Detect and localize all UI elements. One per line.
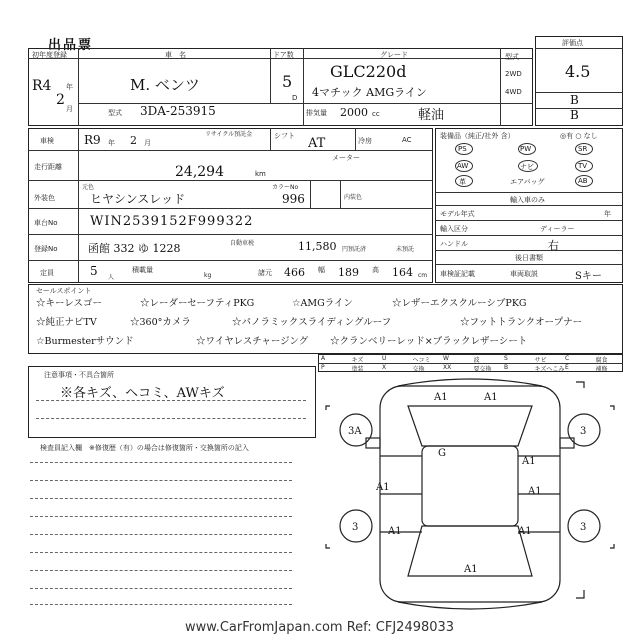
tax-value: 11,580 xyxy=(298,240,337,253)
import-value: ディーラー xyxy=(540,225,575,233)
equip-leather: 革 xyxy=(459,178,466,186)
model-code-value: 3DA-253915 xyxy=(140,104,216,118)
sales-point-8: ☆フットトランクオープナー xyxy=(460,317,583,328)
reg-value: 函館 332 ゆ 1228 xyxy=(88,242,181,255)
equipment-header: 装備品（純正/社外 含） xyxy=(440,132,515,140)
doors-label: ドア数 xyxy=(273,51,294,59)
mark-left-door-a1: A1 xyxy=(376,482,390,493)
height-value: 164 xyxy=(392,266,413,279)
equip-tv: TV xyxy=(578,162,588,170)
sales-point-1: ☆キーレスゴー xyxy=(36,298,103,309)
sales-point-9: ☆Burmesterサウンド xyxy=(36,336,134,347)
rating-value: 4.5 xyxy=(565,62,591,81)
car-name-value: M. ベンツ xyxy=(130,76,200,94)
damage-key-cell: XX xyxy=(443,364,452,371)
damage-key-cell: B xyxy=(504,364,509,371)
equip-ps: PS xyxy=(458,145,467,153)
mark-wheel-rl: 3 xyxy=(352,522,359,533)
color-label: 外装色 xyxy=(34,194,55,202)
damage-key-cell: 補修 xyxy=(595,366,608,373)
mark-wheel-fr: 3 xyxy=(580,426,587,437)
damage-key-cell: X xyxy=(382,364,387,371)
rear-bumper xyxy=(398,602,542,609)
tax-note: 円預託済 xyxy=(342,246,367,253)
handle-label: ハンドル xyxy=(440,240,468,248)
shaken-month-unit: 月 xyxy=(144,139,151,147)
rating-label: 評価点 xyxy=(562,39,583,47)
dims-unit: cm xyxy=(418,272,428,279)
damage-key-cell: 波 xyxy=(473,357,480,364)
damage-key-cell: キズへこみ xyxy=(534,366,565,373)
damage-key-cell: C xyxy=(565,355,570,362)
model-code-label: 型式 xyxy=(108,109,122,117)
mark-front-a1-right: A1 xyxy=(484,392,498,403)
equip-pw: PW xyxy=(520,145,532,153)
mark-rear-right-a1: A1 xyxy=(518,526,532,537)
sales-point-3: ☆AMGライン xyxy=(292,298,353,309)
import-label: 輸入区分 xyxy=(440,225,468,233)
shift-label: シフト xyxy=(274,132,295,140)
damage-key-cell: P xyxy=(321,364,325,371)
doors-suffix: D xyxy=(292,94,298,102)
damage-key-cell: 腐食 xyxy=(595,357,608,364)
grade-line1: GLC220d xyxy=(330,62,407,81)
row-label-a: 車検証記載 xyxy=(440,270,475,278)
doors-value: 5 xyxy=(282,72,293,91)
equip-aw: AW xyxy=(457,162,469,170)
capacity-value: 5 xyxy=(90,264,98,278)
chassis-value: WIN2539152F999322 xyxy=(90,214,254,229)
handle-value: 右 xyxy=(548,239,559,252)
chassis-label: 車台No xyxy=(34,219,58,227)
capacity-label: 定員 xyxy=(40,269,54,277)
notes-label: 注意事項・不具合箇所 xyxy=(44,371,114,379)
hood xyxy=(408,406,532,446)
sales-point-10: ☆ワイヤレスチャージング xyxy=(196,336,309,347)
exterior-score: B xyxy=(570,108,579,122)
sales-point-4: ☆レザーエクスクルーシブPKG xyxy=(392,298,527,309)
grade-label: グレード xyxy=(380,51,408,59)
mileage-unit: km xyxy=(255,170,266,178)
mark-rear-a1: A1 xyxy=(464,564,478,575)
damage-key-cell: サビ xyxy=(534,357,547,364)
front-bumper xyxy=(398,379,542,386)
shaken-value: R9 xyxy=(84,133,101,147)
damage-key-cell: 塗装 xyxy=(351,366,364,373)
sales-point-11: ☆クランベリーレッド×ブラックレザーシート xyxy=(330,336,528,347)
ac-value: AC xyxy=(402,136,412,144)
height-label: 高 xyxy=(372,266,379,274)
interior-score: B xyxy=(570,93,579,107)
row-value: Sキー xyxy=(575,271,602,282)
tax-note2: 未預託 xyxy=(396,246,415,253)
mark-front-a1-left: A1 xyxy=(434,392,448,403)
first-registration-year-mark: 年 xyxy=(66,83,73,91)
roof xyxy=(422,446,518,526)
first-registration-label: 初年度登録 xyxy=(32,51,67,59)
first-registration-month-mark: 月 xyxy=(66,105,73,113)
model-year-suffix: 年 xyxy=(604,210,611,218)
load-label: 積載量 xyxy=(132,266,153,274)
mirror-left xyxy=(366,438,380,448)
damage-key-cell: E xyxy=(565,364,569,371)
color-code: 996 xyxy=(282,192,305,206)
drive-top-label: 型式 xyxy=(505,53,519,61)
ac-label: 冷房 xyxy=(358,137,372,145)
damage-key-cell: W xyxy=(443,355,449,362)
mark-right-rear-a1: A1 xyxy=(528,486,542,497)
damage-key-cell: ヘコミ xyxy=(412,357,431,364)
grade-line2: 4マチック AMGライン xyxy=(312,86,427,99)
watermark: www.CarFromJapan.com Ref: CFJ2498033 xyxy=(185,620,455,635)
mileage-value: 24,294 xyxy=(175,164,224,180)
sales-point-6: ☆360°カメラ xyxy=(130,317,191,328)
first-registration-month: 2 xyxy=(56,92,65,108)
shift-value: AT xyxy=(308,136,326,151)
notes-text: ※各キズ、ヘコミ、AWキズ xyxy=(60,386,225,401)
color-original: 元色 xyxy=(82,184,95,191)
meter-label: メーター xyxy=(332,154,360,162)
mirror-right xyxy=(560,438,574,448)
drive-4wd: 4WD xyxy=(505,88,522,96)
mark-roof-g: G xyxy=(438,448,446,459)
sales-point-2: ☆レーダーセーフティPKG xyxy=(140,298,255,309)
dims-label: 諸元 xyxy=(258,269,272,277)
inspector-label: 検査員記入欄 ※修復歴（有）の場合は修復箇所・交換箇所の記入 xyxy=(40,444,249,452)
displacement-unit: cc xyxy=(372,110,380,118)
tax-label: 自動車税 xyxy=(230,240,255,247)
mark-rear-left-a1: A1 xyxy=(388,526,402,537)
mark-wheel-fl: 3A xyxy=(348,426,362,437)
rating-box xyxy=(535,36,623,126)
shaken-year: 年 xyxy=(108,139,115,147)
shaken-month: 2 xyxy=(130,134,137,147)
sales-points-label: セールスポイント xyxy=(36,287,92,295)
rear-header: 後日書類 xyxy=(515,254,543,262)
equipment-legend: ◎有 ○ なし xyxy=(560,132,598,140)
sales-point-5: ☆純正ナビTV xyxy=(36,317,97,328)
drive-2wd: 2WD xyxy=(505,70,522,78)
displacement-label: 排気量 xyxy=(306,109,327,117)
damage-key-cell: U xyxy=(382,355,387,362)
mark-wheel-rr: 3 xyxy=(580,522,587,533)
width-label: 幅 xyxy=(318,266,325,274)
damage-key-cell: 交換 xyxy=(412,366,425,373)
mileage-label: 走行距離 xyxy=(34,163,62,171)
color-value: ヒヤシンスレッド xyxy=(90,192,186,206)
length-value: 466 xyxy=(284,266,305,279)
mark-right-door-a1: A1 xyxy=(522,456,536,467)
sales-point-7: ☆パノラミックスライディングルーフ xyxy=(232,317,392,328)
car-name-label: 車 名 xyxy=(165,51,186,59)
reg-label: 登録No xyxy=(34,245,58,253)
equip-sr: SR xyxy=(578,145,588,153)
model-year-label: モデル年式 xyxy=(440,210,475,218)
row-label-b: 車両取説 xyxy=(510,270,538,278)
fuel-value: 軽油 xyxy=(418,108,445,123)
damage-key-cell: キズ xyxy=(351,357,364,364)
equip-airbag: エアバッグ xyxy=(510,178,545,186)
recycle-label: リサイクル預託金 xyxy=(205,131,253,138)
sheet-title: 出品票 xyxy=(48,38,94,53)
capacity-unit: 人 xyxy=(108,274,115,281)
interior-label: 内装色 xyxy=(344,194,363,201)
load-unit: kg xyxy=(204,272,212,279)
color-code-label: カラーNo xyxy=(272,184,299,191)
equip-navi: ナビ xyxy=(520,163,534,171)
car-damage-diagram xyxy=(318,376,623,612)
shaken-label: 車検 xyxy=(40,137,54,145)
displacement-value: 2000 xyxy=(340,106,368,119)
import-header: 輸入車のみ xyxy=(510,196,545,204)
first-registration-era: R4 xyxy=(32,78,52,94)
damage-key-cell: A xyxy=(321,355,326,362)
width-value: 189 xyxy=(338,266,359,279)
damage-key-cell: S xyxy=(504,355,508,362)
equip-ab: AB xyxy=(578,177,588,185)
damage-key-cell: 要交換 xyxy=(473,366,492,373)
